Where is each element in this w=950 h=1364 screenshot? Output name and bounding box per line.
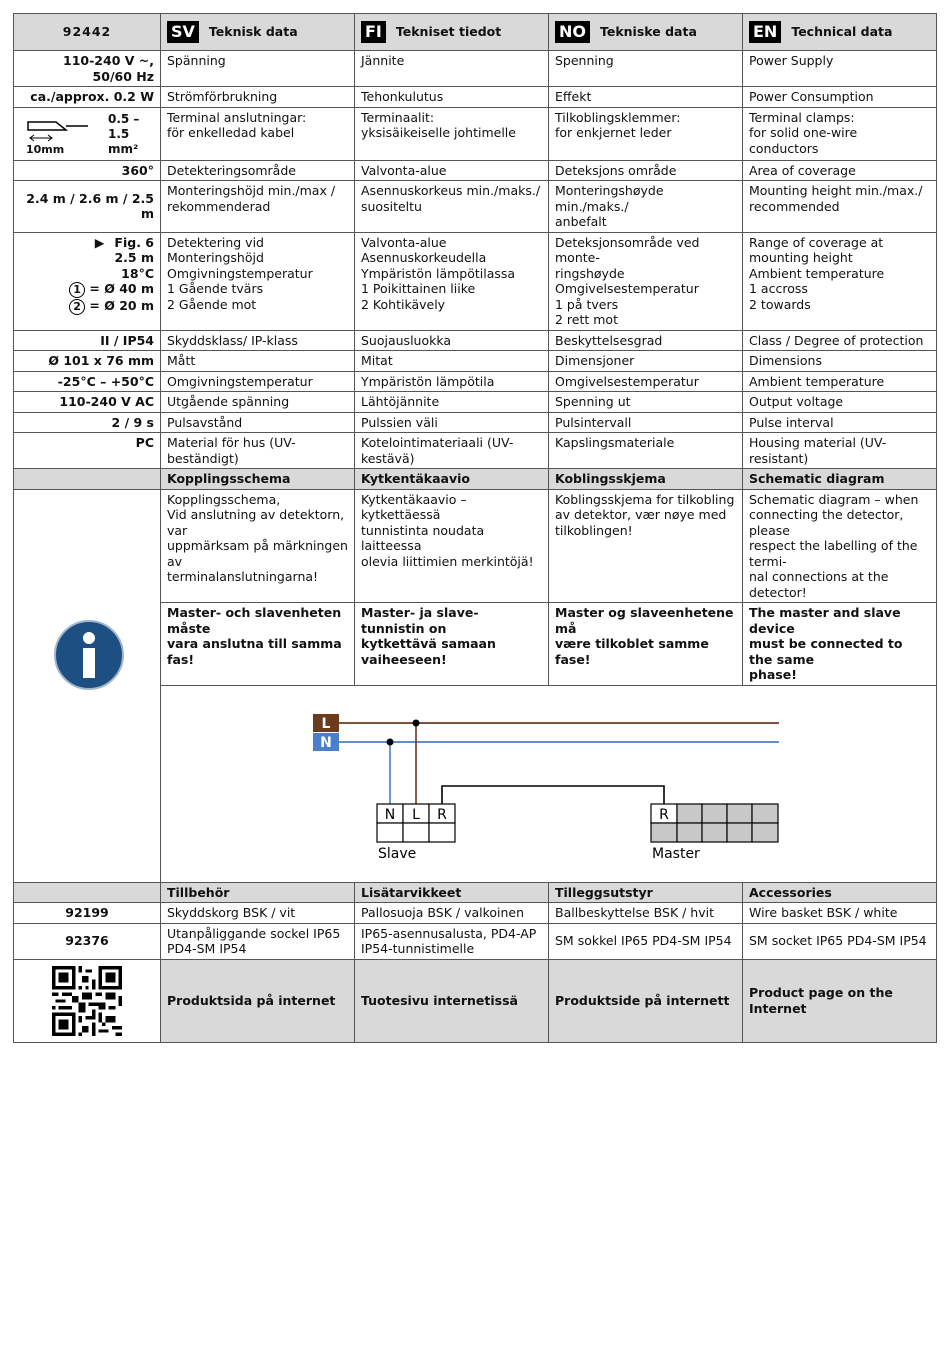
detection-temp: 18°C — [121, 265, 154, 281]
spec-value: 110-240 V ~, 50/60 Hz — [14, 51, 161, 87]
warning-line: være tilkoblet samme fase! — [555, 636, 709, 667]
wiring-diagram-cell — [161, 685, 937, 882]
spec-table — [13, 13, 937, 1043]
spec-line: yksisäikeiselle johtimelle — [361, 125, 516, 140]
schematic-title-sv: Kopplingsschema — [161, 469, 355, 490]
spec-row — [14, 351, 937, 372]
spec-row — [14, 412, 937, 433]
spec-line: Ympäristön lämpötilassa — [361, 265, 516, 281]
spec-line: Monteringshøyde min./maks./ — [555, 183, 664, 214]
lang-badge-en: EN — [749, 21, 781, 43]
master-terminal-r: R — [659, 806, 669, 823]
spec-line: terminalanslutningarna! — [167, 569, 319, 584]
spec-line: Detektering vid — [167, 234, 264, 250]
spec-value: 360° — [14, 160, 161, 181]
circle-1-icon: 1 — [69, 282, 85, 298]
slave-terminal-n: N — [384, 806, 396, 823]
detection-no — [549, 232, 743, 330]
spec-line: Ambient temperature — [749, 265, 885, 281]
figure-ref: Fig. 6 — [114, 234, 154, 250]
spec-line: av detektor, vær nøye med — [555, 507, 727, 522]
detection-en — [743, 232, 937, 330]
spec-line: for solid one-wire conductors — [749, 125, 858, 156]
spec-row — [14, 330, 937, 351]
spec-line: Koblingsskjema for tilkobling — [555, 491, 735, 507]
accessory-row — [14, 923, 937, 959]
spec-label-no: Dimensjoner — [549, 351, 743, 372]
spec-label-sv: Skyddsklass/ IP-klass — [161, 330, 355, 351]
accessories-title-sv: Tillbehör — [161, 882, 355, 903]
spec-line: Omgivningstemperatur — [167, 265, 313, 281]
spec-row — [14, 181, 937, 233]
info-cell — [14, 489, 161, 882]
detection-sv — [161, 232, 355, 330]
play-icon: ▶ — [94, 234, 105, 250]
spec-line: 1 Gående tvärs — [167, 281, 264, 296]
spec-label-no: Deteksjons område — [549, 160, 743, 181]
spec-line: 2 rett mot — [555, 312, 618, 327]
spec-line: 2 Kohtikävely — [361, 296, 446, 312]
spec-line: Asennuskorkeus min./maks./ — [361, 183, 541, 198]
spec-value: 2.4 m / 2.6 m / 2.5 m — [14, 181, 161, 233]
spec-line: Valvonta-alue — [361, 234, 447, 250]
warning-line: Master- ja slave-tunnistin on — [361, 605, 479, 636]
spec-line: PD4-SM IP54 — [167, 941, 247, 956]
spec-line: Tilkoblingsklemmer: — [555, 109, 681, 125]
accessories-title-no: Tilleggsutstyr — [549, 882, 743, 903]
spec-label-no: Spenning ut — [549, 392, 743, 413]
spec-line: olevia liittimien merkintöjä! — [361, 553, 534, 569]
spec-row — [14, 160, 937, 181]
spec-line: Utanpåliggande sockel IP65 — [167, 925, 341, 941]
spec-line: 2 towards — [749, 296, 811, 312]
spec-row-terminal — [14, 107, 937, 160]
spec-label-en: Housing material (UV-resistant) — [743, 433, 937, 469]
n-label: N — [320, 734, 332, 751]
spec-label-en: Ambient temperature — [743, 371, 937, 392]
spec-label-sv: Spänning — [161, 51, 355, 87]
schematic-header — [14, 469, 937, 490]
schematic-text-row — [14, 489, 937, 603]
header-title-en: Technical data — [791, 24, 893, 40]
spec-label-sv: Utgående spänning — [161, 392, 355, 413]
spec-label-sv: Mått — [161, 351, 355, 372]
spec-label-sv: Strömförbrukning — [161, 87, 355, 108]
spec-line: Range of coverage at — [749, 234, 884, 250]
header-row — [14, 14, 937, 51]
spec-label-no: Kapslingsmateriale — [549, 433, 743, 469]
spec-line: Terminaalit: — [361, 109, 435, 125]
spec-label-sv: Omgivningstemperatur — [161, 371, 355, 392]
warning-line: kytkettävä samaan vaiheeseen! — [361, 636, 496, 667]
header-fi — [355, 14, 549, 51]
spec-line: Terminal anslutningar: — [167, 109, 307, 125]
spec-label-fi: Suojausluokka — [355, 330, 549, 351]
accessory-no: SM sokkel IP65 PD4-SM IP54 — [549, 923, 743, 959]
spec-line: suositeltu — [361, 198, 422, 214]
spec-value: -25°C – +50°C — [14, 371, 161, 392]
spec-row — [14, 371, 937, 392]
spec-line: Asennuskorkeudella — [361, 250, 487, 265]
range-towards: = Ø 20 m — [89, 298, 154, 313]
warning-line: phase! — [749, 667, 797, 682]
spec-line: Omgivelsestemperatur — [555, 281, 699, 296]
warning-line: Master og slaveenhetene må — [555, 605, 734, 636]
circle-2-icon: 2 — [69, 299, 85, 315]
spec-line: mounting height — [749, 250, 853, 265]
spec-label-en: Power Supply — [743, 51, 937, 87]
spec-line: uppmärksam på märkningen av — [167, 538, 348, 569]
spec-label-sv: Detekteringsområde — [161, 160, 355, 181]
spec-row — [14, 392, 937, 413]
spec-label-en: Dimensions — [743, 351, 937, 372]
schematic-title-no: Koblingsskjema — [549, 469, 743, 490]
spec-line: recommended — [749, 198, 840, 214]
spec-value: ca./approx. 0.2 W — [14, 87, 161, 108]
spec-line: Monteringshöjd min./max / — [167, 183, 336, 198]
spec-line: connecting the detector, please — [749, 507, 904, 538]
header-en — [743, 14, 937, 51]
spec-line: rekommenderad — [167, 198, 271, 214]
accessory-en: SM socket IP65 PD4-SM IP54 — [743, 923, 937, 959]
spec-line: Kytkentäkaavio – kytkettäessä — [361, 491, 467, 522]
spec-value: Ø 101 x 76 mm — [14, 351, 161, 372]
spec-value: II / IP54 — [14, 330, 161, 351]
spec-line: Schematic diagram – when — [749, 491, 919, 507]
spec-label-no: Effekt — [549, 87, 743, 108]
spec-label-en: Area of coverage — [743, 160, 937, 181]
spec-row — [14, 87, 937, 108]
accessories-header — [14, 882, 937, 903]
qr-cell — [14, 959, 161, 1042]
spec-label-fi: Mitat — [355, 351, 549, 372]
product-page-no: Produktside på internett — [549, 959, 743, 1042]
master-terminal-block — [651, 804, 778, 842]
spec-label-fi: Jännite — [355, 51, 549, 87]
accessory-sv: Skyddskorg BSK / vit — [161, 903, 355, 924]
spec-line: ringshøyde — [555, 265, 625, 281]
spec-line: Kopplingsschema, — [167, 491, 281, 507]
warning-line: must be connected to the same — [749, 636, 903, 667]
lang-badge-sv: SV — [167, 21, 199, 43]
detection-height: 2.5 m — [114, 250, 154, 265]
spec-line: nal connections at the detector! — [749, 569, 889, 600]
spec-value: PC — [14, 433, 161, 469]
spec-line: 1 accross — [749, 281, 808, 296]
spec-line: 1 på tvers — [555, 296, 619, 312]
lang-badge-fi: FI — [361, 21, 386, 43]
spec-label-fi: Lähtöjännite — [355, 392, 549, 413]
schematic-title-en: Schematic diagram — [743, 469, 937, 490]
header-sv — [161, 14, 355, 51]
warning-line: Master- och slavenheten måste — [167, 605, 342, 636]
header-title-sv: Teknisk data — [208, 24, 298, 40]
range-across: = Ø 40 m — [89, 281, 154, 296]
spec-label-fi: Tehonkulutus — [355, 87, 549, 108]
spec-label-no: Spenning — [549, 51, 743, 87]
schematic-title-fi: Kytkentäkaavio — [355, 469, 549, 490]
spec-label-fi: Pulssien väli — [355, 412, 549, 433]
spec-row — [14, 51, 937, 87]
spec-label-en: Output voltage — [743, 392, 937, 413]
accessory-code: 92376 — [14, 923, 161, 959]
accessory-en: Wire basket BSK / white — [743, 903, 937, 924]
r-link-wire — [442, 786, 664, 804]
spec-line: 2 Gående mot — [167, 296, 257, 312]
spec-label-no: Beskyttelsesgrad — [549, 330, 743, 351]
wiring-diagram — [161, 686, 935, 882]
lang-badge-no: NO — [555, 21, 590, 43]
accessory-no: Ballbeskyttelse BSK / hvit — [549, 903, 743, 924]
spec-label-fi: Ympäristön lämpötila — [355, 371, 549, 392]
product-page-sv: Produktsida på internet — [161, 959, 355, 1042]
spec-row — [14, 433, 937, 469]
spec-label-en: Class / Degree of protection — [743, 330, 937, 351]
warning-line: vara anslutna till samma fas! — [167, 636, 342, 667]
product-page-fi: Tuotesivu internetissä — [355, 959, 549, 1042]
spec-line: Mounting height min./max./ — [749, 183, 923, 198]
spec-line: Vid anslutning av detektorn, var — [167, 507, 345, 538]
qr-code-icon[interactable] — [52, 966, 122, 1036]
slave-label: Slave — [378, 845, 417, 862]
spec-label-fi: Valvonta-alue — [355, 160, 549, 181]
detection-values — [14, 232, 161, 330]
slave-terminal-l: L — [412, 806, 420, 823]
warning-line: The master and slave device — [749, 605, 901, 636]
l-label: L — [321, 715, 331, 732]
accessories-title-fi: Lisätarvikkeet — [355, 882, 549, 903]
spec-label-en: Pulse interval — [743, 412, 937, 433]
terminal-size: 0.5 – 1.5 mm² — [108, 111, 140, 156]
model-number: 92442 — [14, 14, 161, 51]
spec-line: for enkjernet leder — [555, 125, 672, 140]
detection-fi — [355, 232, 549, 330]
spec-label-en: Power Consumption — [743, 87, 937, 108]
spec-line: tilkoblingen! — [555, 522, 633, 538]
spec-line: anbefalt — [555, 214, 607, 229]
spec-line: Monteringshöjd — [167, 250, 264, 265]
spec-line: Deteksjonsområde ved monte- — [555, 234, 700, 265]
accessory-fi: Pallosuoja BSK / valkoinen — [355, 903, 549, 924]
spec-label-fi: Kotelointimateriaali (UV-kestävä) — [355, 433, 549, 469]
l-junction — [413, 719, 420, 726]
spec-value: 110-240 V AC — [14, 392, 161, 413]
spec-label-sv: Pulsavstånd — [161, 412, 355, 433]
spec-line: IP65-asennusalusta, PD4-AP — [361, 925, 537, 941]
spec-label-no: Omgivelsestemperatur — [549, 371, 743, 392]
master-label: Master — [652, 845, 700, 862]
n-junction — [387, 738, 394, 745]
spec-label-no: Pulsintervall — [549, 412, 743, 433]
spec-value: 2 / 9 s — [14, 412, 161, 433]
product-page-en: Product page on the Internet — [743, 959, 937, 1042]
accessories-title-en: Accessories — [743, 882, 937, 903]
spec-line: respect the labelling of the termi- — [749, 538, 918, 569]
accessory-row — [14, 903, 937, 924]
spec-line: för enkelledad kabel — [167, 125, 295, 140]
accessory-code: 92199 — [14, 903, 161, 924]
slave-terminal-r: R — [437, 806, 447, 823]
spec-line: 1 Poikittainen liike — [361, 281, 476, 296]
product-page-row — [14, 959, 937, 1042]
spec-label-sv: Material för hus (UV-beständigt) — [161, 433, 355, 469]
header-title-fi: Tekniset tiedot — [395, 24, 502, 40]
header-no — [549, 14, 743, 51]
header-title-no: Tekniske data — [600, 24, 697, 40]
info-icon — [54, 620, 124, 690]
terminal-cell — [14, 107, 161, 160]
strip-length: 10mm — [26, 142, 65, 156]
spec-row-detection — [14, 232, 937, 330]
spec-line: Terminal clamps: — [749, 109, 855, 125]
spec-line: tunnistinta noudata laitteessa — [361, 522, 485, 553]
spec-line: IP54-tunnistimelle — [361, 941, 475, 956]
